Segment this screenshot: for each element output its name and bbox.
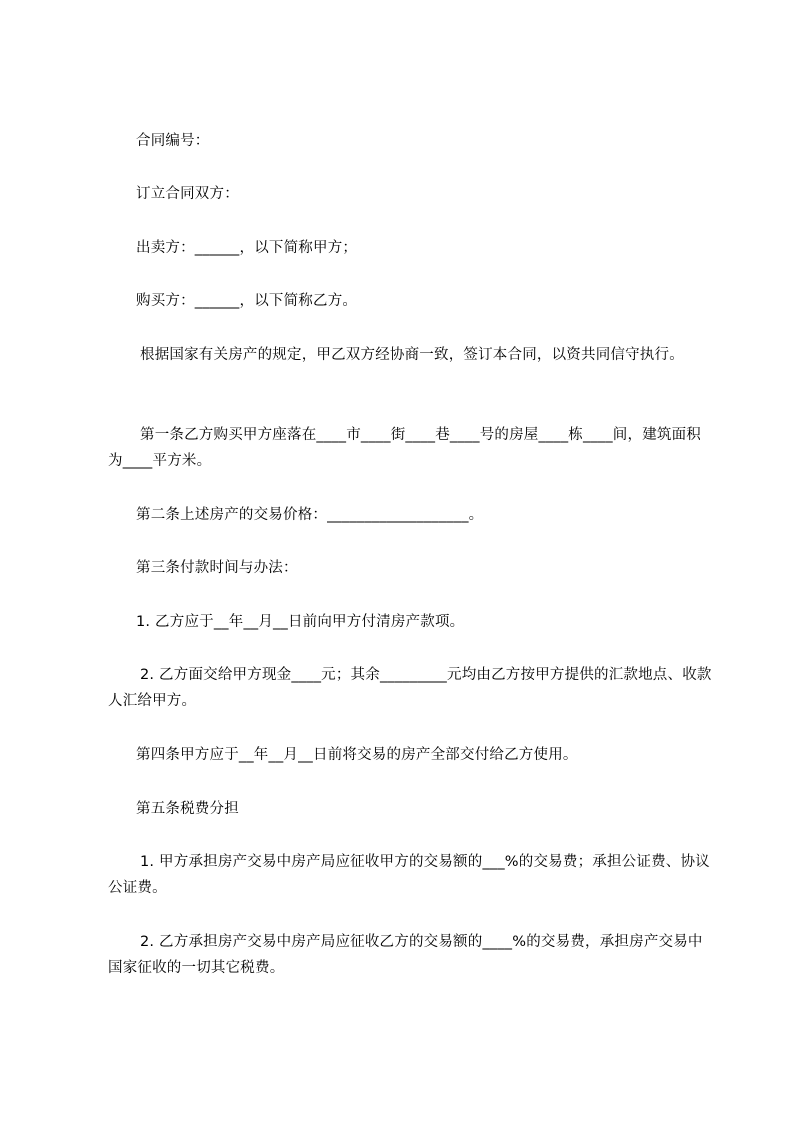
article-one-paragraph: 第一条乙方购买甲方座落在____市____街____巷____号的房屋____栋____间，建筑面积为____平方米。	[108, 427, 701, 469]
article-four-paragraph: 第四条甲方应于__年__月__日前将交易的房产全部交付给乙方使用。	[136, 747, 578, 763]
buyer-line: 购买方：______，以下简称乙方。	[136, 293, 358, 309]
seller-line: 出卖方：______，以下简称甲方；	[136, 240, 358, 256]
preamble-paragraph: 根据国家有关房产的规定，甲乙双方经协商一致，签订本合同，以资共同信守执行。	[140, 347, 684, 363]
article-three-heading: 第三条付款时间与办法：	[136, 560, 298, 576]
article-two-paragraph: 第二条上述房产的交易价格：___________________。	[136, 507, 484, 523]
article-three-item-one: 1. 乙方应于__年__月__日前向甲方付清房产款项。	[136, 614, 465, 630]
article-five-item-one: 1. 甲方承担房产交易中房产局应征收甲方的交易额的___%的交易费；承担公证费、协议公证费。	[108, 854, 710, 896]
article-five-item-two: 2. 乙方承担房产交易中房产局应征收乙方的交易额的____%的交易费，承担房产交易中国家征收的一切其它税费。	[108, 934, 703, 976]
article-five-heading: 第五条税费分担	[136, 801, 239, 817]
article-three-item-two: 2. 乙方面交给甲方现金____元；其余_________元均由乙方按甲方提供的汇款地点、收款人汇给甲方。	[108, 667, 712, 709]
contract-number-line: 合同编号：	[136, 133, 210, 149]
contract-parties-heading: 订立合同双方：	[136, 186, 239, 202]
